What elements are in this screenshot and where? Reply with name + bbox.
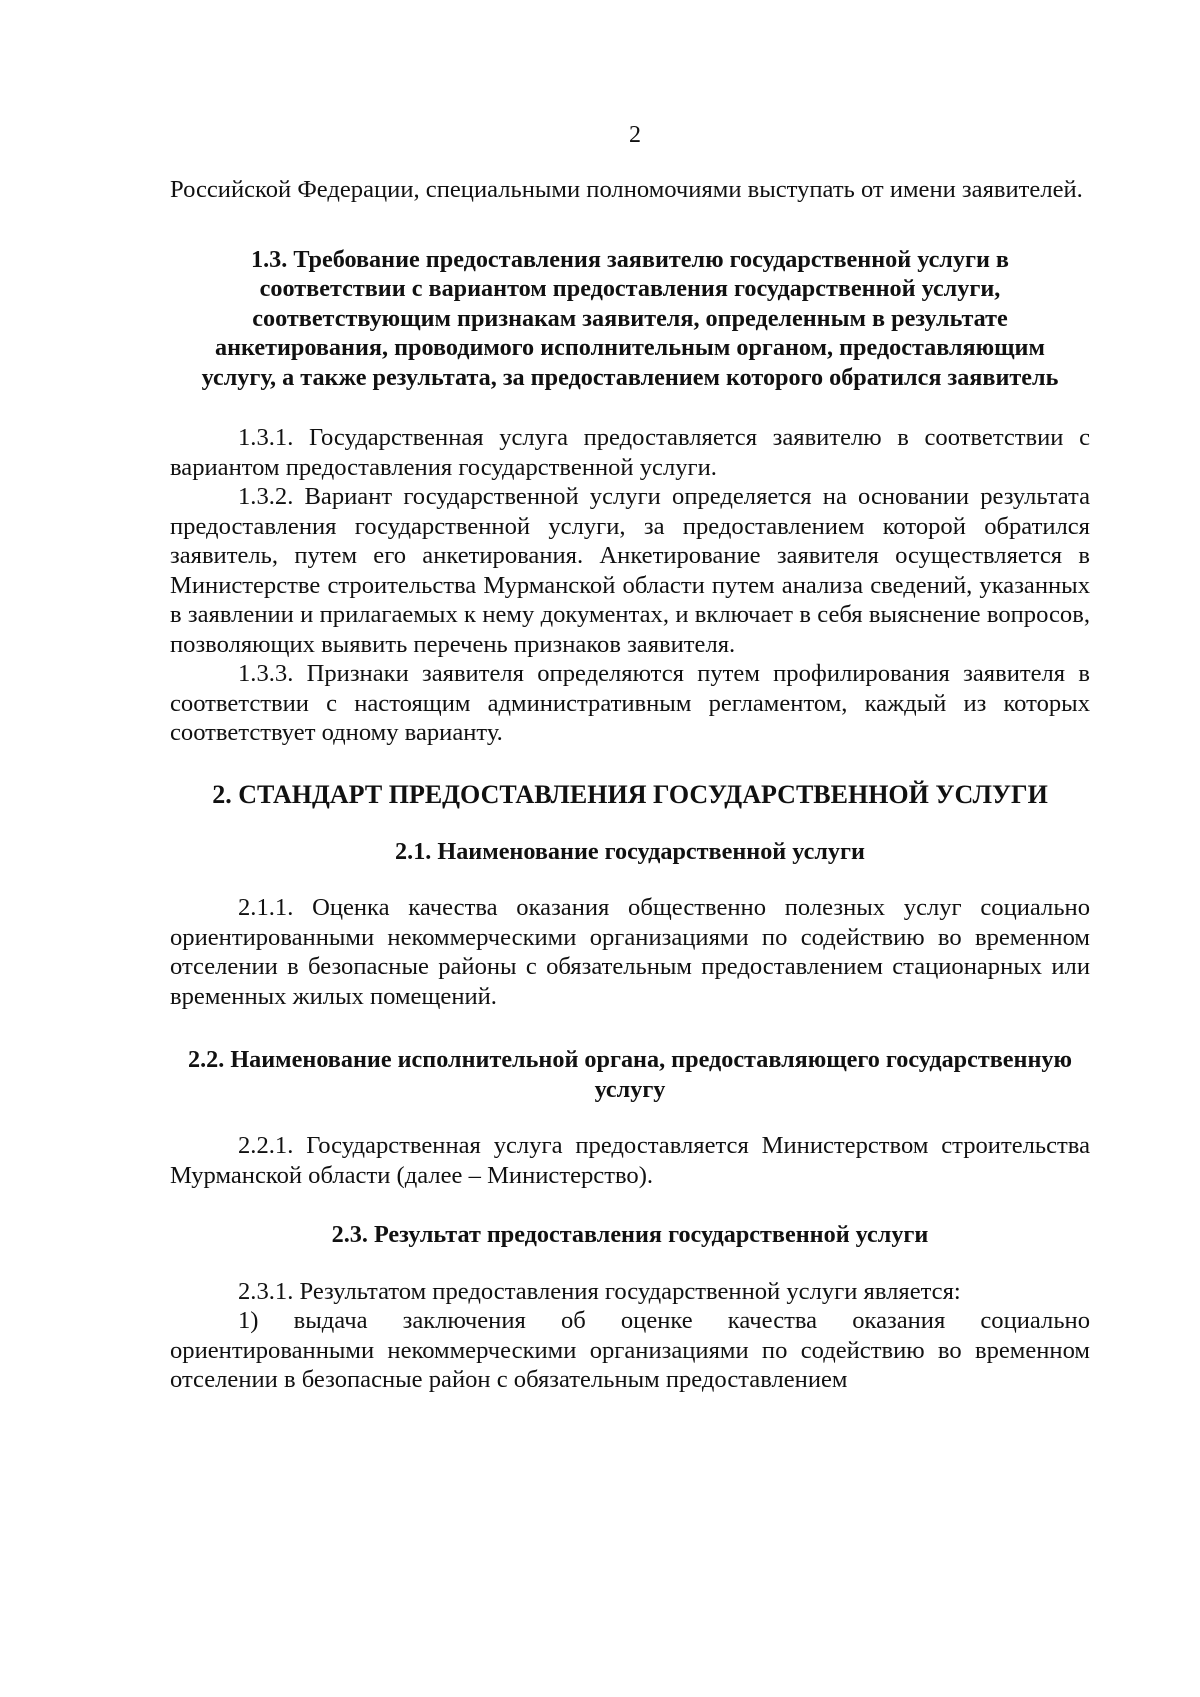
section-2-1-heading: 2.1. Наименование государственной услуги (395, 837, 865, 865)
paragraph-2-3-1-item-1: 1) выдача заключения об оценке качества оказания социально ориентированными некоммерческими организациями по содействию во временном отселении в безопасные район с обязательным предоставлением (170, 1307, 1090, 1393)
paragraph-1-3-2: 1.3.2. Вариант государственной услуги определяется на основании результата предоставления государственной услуги, за предоставлением которой обратился заявитель, путем его анкетирования. Анкетирование заявителя осуществляется в Министерстве строительства Мурманской области путем анализа сведений, указанных в заявлении и прилагаемых к нему документах, и включает в себя выяснение вопросов, позволяющих выявить перечень признаков заявителя. (170, 483, 1090, 658)
intro-paragraph: Российской Федерации, специальными полномочиями выступать от имени заявителей. (170, 176, 1083, 203)
document-body (170, 175, 1090, 1395)
paragraph-2-1-1: 2.1.1. Оценка качества оказания общественно полезных услуг социально ориентированными некоммерческими организациями по содействию во временном отселении в безопасные районы с обязательным предоставлением стационарных или временных жилых помещений. (170, 894, 1090, 1010)
paragraph-1-3-3: 1.3.3. Признаки заявителя определяются путем профилирования заявителя в соответствии с настоящим административным регламентом, каждый из которых соответствует одному варианту. (170, 660, 1090, 746)
section-2-2-heading: 2.2. Наименование исполнительной органа, предоставляющего государственную услугу (188, 1046, 1072, 1103)
section-1-3-heading: 1.3. Требование предоставления заявителю государственной услуги в соответствии с вариантом предоставления государственной услуги, соответствующим признакам заявителя, определенным в результате анкетирования, проводимого исполнительным органом, предоставляющим услугу, а также результата, за предоставлением которого обратился заявитель (201, 245, 1059, 391)
paragraph-1-3-1: 1.3.1. Государственная услуга предоставляется заявителю в соответствии с вариантом предоставления государственной услуги. (170, 424, 1090, 481)
section-2-3-heading: 2.3. Результат предоставления государственной услуги (331, 1221, 929, 1248)
paragraph-2-3-1: 2.3.1. Результатом предоставления государственной услуги является: (238, 1277, 961, 1305)
section-2-heading: 2. СТАНДАРТ ПРЕДОСТАВЛЕНИЯ ГОСУДАРСТВЕННОЙ УСЛУГИ (212, 779, 1048, 809)
page-number: 2 (629, 122, 641, 148)
paragraph-2-2-1: 2.2.1. Государственная услуга предоставляется Министерством строительства Мурманской области (далее – Министерство). (170, 1132, 1090, 1189)
